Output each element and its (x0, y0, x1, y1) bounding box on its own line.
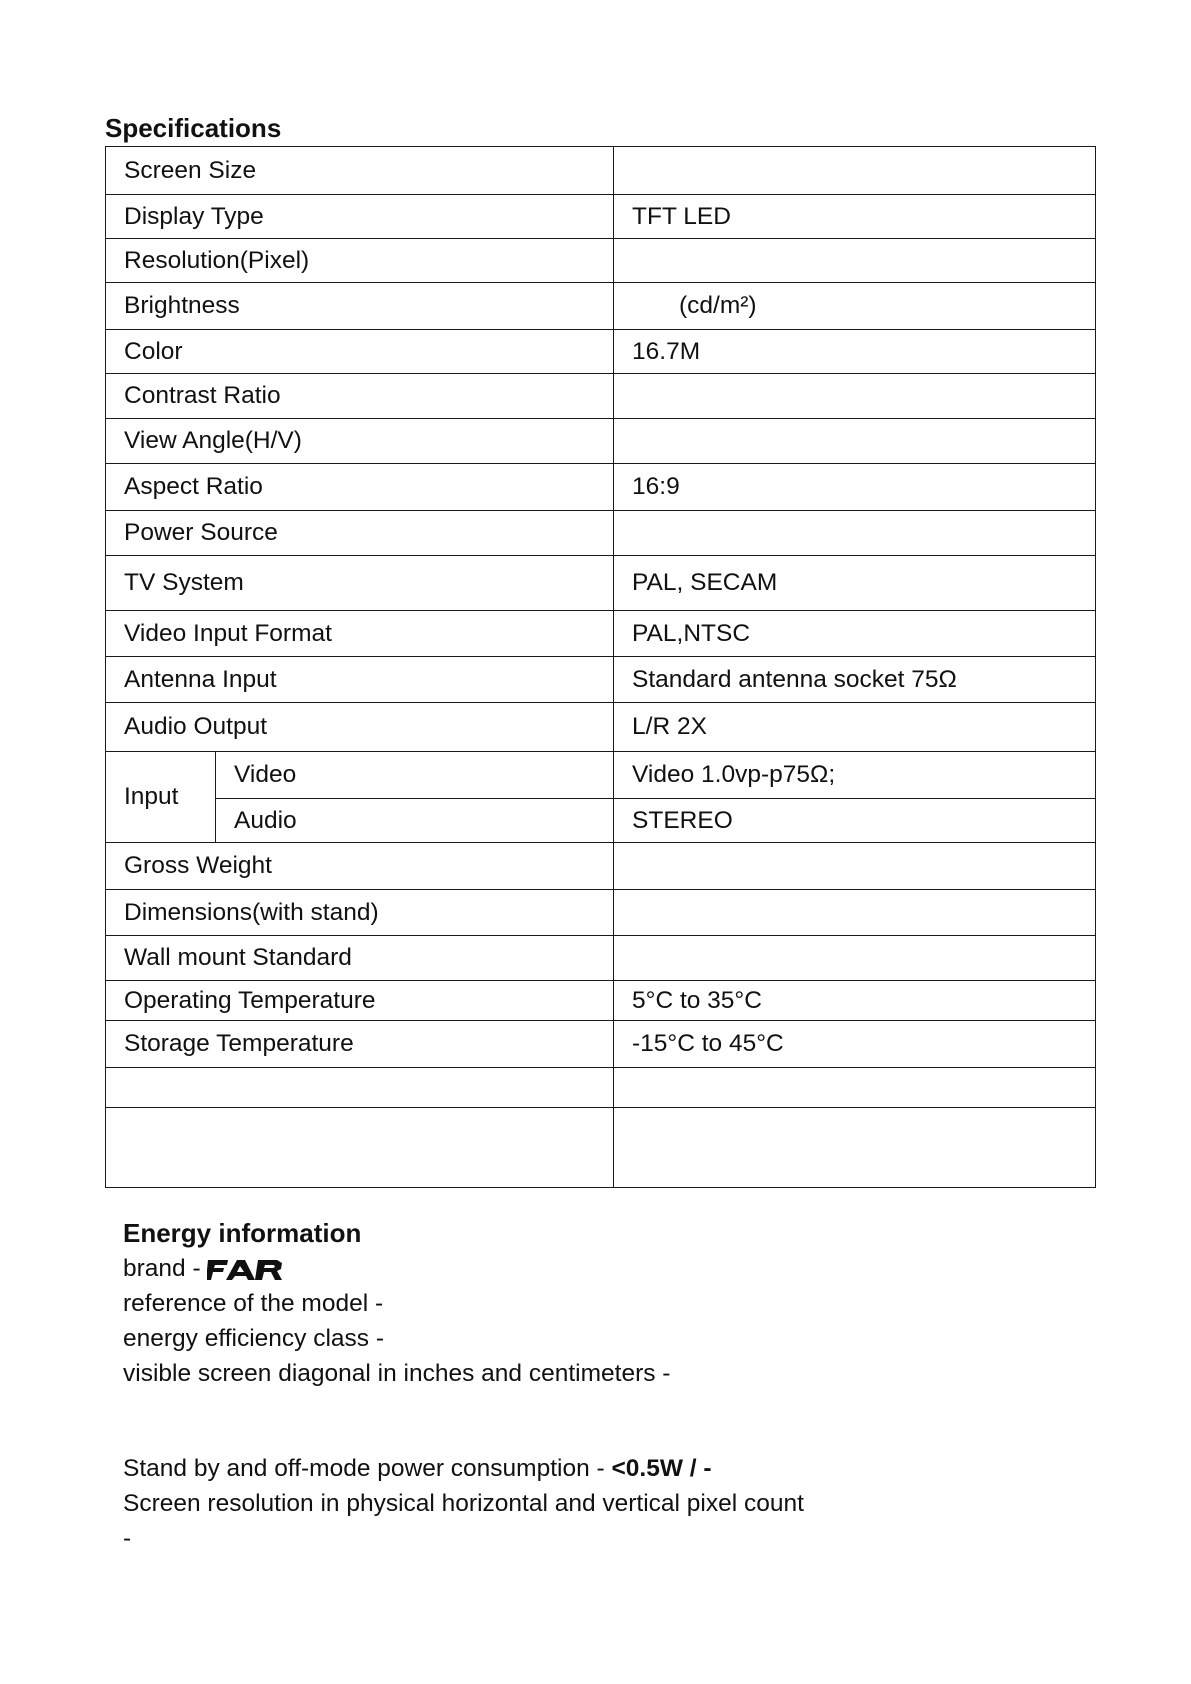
spec-label: Audio Output (106, 703, 614, 752)
standby-label: Stand by and off-mode power consumption - (123, 1455, 605, 1482)
table-row (106, 843, 1096, 890)
table-row (106, 511, 1096, 556)
spec-label: Display Type (106, 195, 614, 239)
spec-value: TFT LED (614, 195, 1096, 239)
input-group-label: Input (106, 752, 216, 843)
spec-value: 5°C to 35°C (614, 981, 1096, 1021)
table-row (106, 239, 1096, 283)
standby-value: <0.5W / - (611, 1455, 712, 1482)
page-title: Specifications (105, 113, 282, 143)
table-row (106, 374, 1096, 419)
spec-label: Brightness (106, 283, 614, 330)
spec-value (614, 890, 1096, 936)
spec-label: Dimensions(with stand) (106, 890, 614, 936)
table-row (106, 981, 1096, 1021)
diagonal-line: visible screen diagonal in inches and centimeters - (123, 1360, 671, 1387)
spec-label: TV System (106, 556, 614, 611)
spec-label: Screen Size (106, 147, 614, 195)
energy-heading: Energy information (123, 1218, 362, 1248)
table-row (106, 195, 1096, 239)
table-row (106, 657, 1096, 703)
table-row (106, 936, 1096, 981)
brand-label: brand - (123, 1255, 201, 1282)
table-row (106, 1021, 1096, 1068)
table-row (106, 1108, 1096, 1188)
brand-line (123, 1251, 804, 1286)
table-row (106, 611, 1096, 657)
table-row (106, 799, 1096, 843)
brand-logo (207, 1259, 283, 1281)
spec-value (614, 511, 1096, 556)
table-row (106, 419, 1096, 464)
spec-label (106, 1108, 614, 1188)
resolution-line: Screen resolution in physical horizontal and vertical pixel count (123, 1490, 804, 1517)
spec-label: Resolution(Pixel) (106, 239, 614, 283)
model-line: reference of the model - (123, 1290, 384, 1317)
energy-information (123, 1216, 804, 1556)
specifications-table (105, 146, 1096, 1188)
spec-value: Standard antenna socket 75Ω (614, 657, 1096, 703)
spec-label: Gross Weight (106, 843, 614, 890)
spec-value: L/R 2X (614, 703, 1096, 752)
spec-value: (cd/m²) (614, 283, 1096, 330)
spec-value (614, 843, 1096, 890)
spec-label (106, 1068, 614, 1108)
spec-label: Video Input Format (106, 611, 614, 657)
spec-label: View Angle(H/V) (106, 419, 614, 464)
input-audio-label: Audio (216, 799, 614, 843)
table-row (106, 147, 1096, 195)
table-row (106, 464, 1096, 511)
table-row (106, 752, 1096, 799)
spec-value: PAL, SECAM (614, 556, 1096, 611)
spec-label: Operating Temperature (106, 981, 614, 1021)
spec-value: -15°C to 45°C (614, 1021, 1096, 1068)
table-row (106, 283, 1096, 330)
spec-label: Storage Temperature (106, 1021, 614, 1068)
input-audio-value: STEREO (614, 799, 1096, 843)
spec-value: 16.7M (614, 330, 1096, 374)
table-row (106, 1068, 1096, 1108)
spec-value (614, 374, 1096, 419)
spec-value (614, 1108, 1096, 1188)
spec-value: 16:9 (614, 464, 1096, 511)
input-video-value: Video 1.0vp-p75Ω; (614, 752, 1096, 799)
standby-line (123, 1451, 804, 1486)
table-row (106, 703, 1096, 752)
spec-value: PAL,NTSC (614, 611, 1096, 657)
table-row (106, 330, 1096, 374)
input-video-label: Video (216, 752, 614, 799)
spec-value (614, 1068, 1096, 1108)
resolution-value: - (123, 1525, 132, 1552)
spec-label: Antenna Input (106, 657, 614, 703)
spec-value (614, 147, 1096, 195)
class-line: energy efficiency class - (123, 1325, 384, 1352)
spec-label: Wall mount Standard (106, 936, 614, 981)
spec-value (614, 936, 1096, 981)
spec-value (614, 239, 1096, 283)
spec-value (614, 419, 1096, 464)
spec-label: Color (106, 330, 614, 374)
spec-label: Aspect Ratio (106, 464, 614, 511)
spec-label: Contrast Ratio (106, 374, 614, 419)
spec-label: Power Source (106, 511, 614, 556)
table-row (106, 556, 1096, 611)
table-row (106, 890, 1096, 936)
